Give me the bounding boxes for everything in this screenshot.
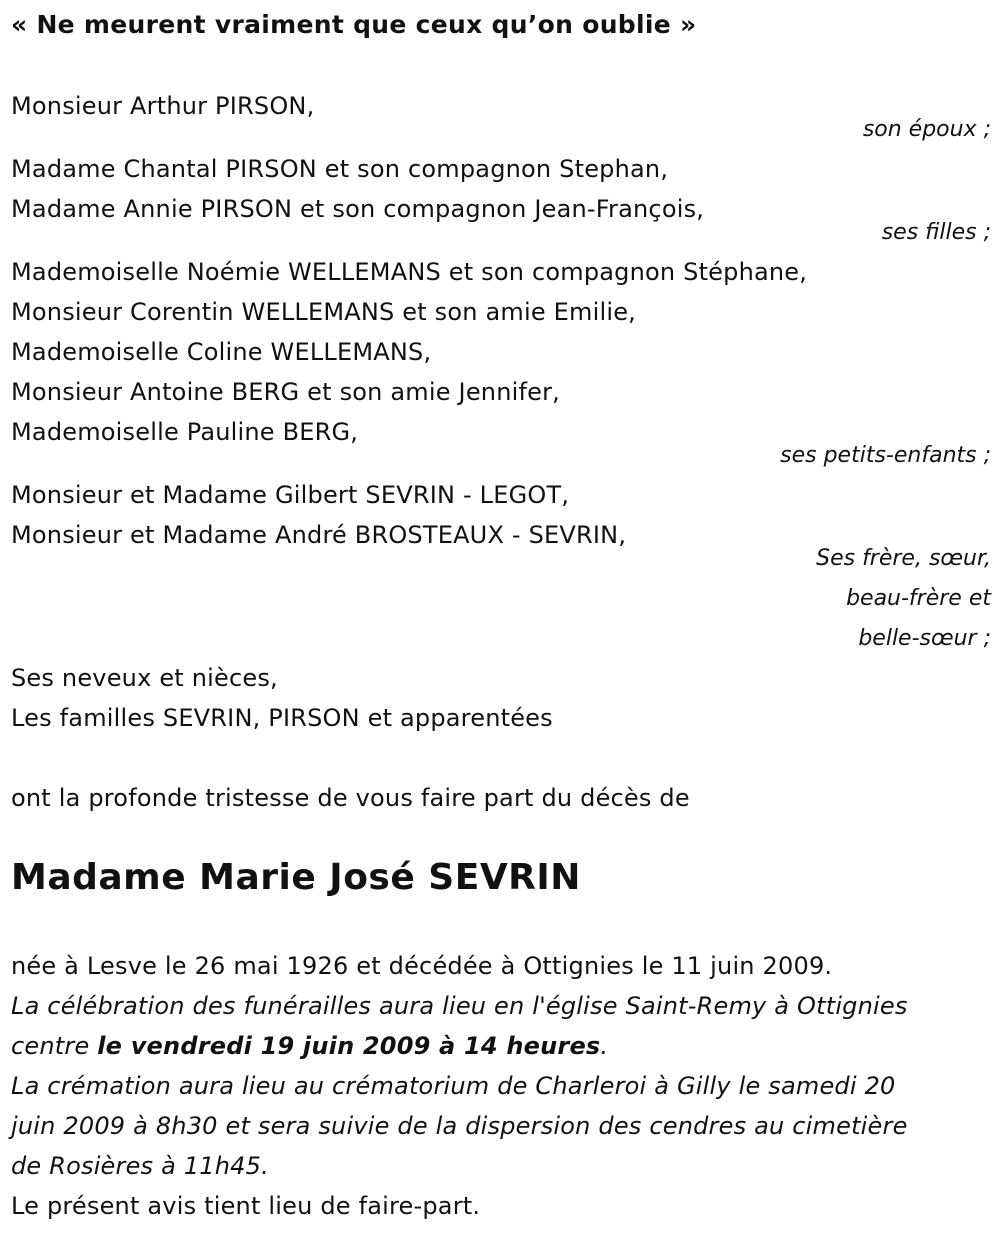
funeral-text-prefix: centre	[11, 1032, 98, 1060]
siblings-role: Ses frère, sœur,	[816, 546, 991, 571]
daughter-name: Madame Annie PIRSON et son compagnon Jean-François,	[11, 195, 705, 223]
sibling-name: Monsieur et Madame André BROSTEAUX - SEVRIN,	[11, 521, 627, 549]
relatives-line: Les familles SEVRIN, PIRSON et apparentées	[11, 704, 553, 732]
funeral-text: La célébration des funérailles aura lieu en l'église Saint-Remy à Ottignies	[11, 992, 908, 1020]
siblings-role: belle-sœur ;	[858, 626, 991, 651]
epigraph-quote: « Ne meurent vraiment que ceux qu’on oublie »	[11, 10, 697, 39]
cremation-text: La crémation aura lieu au crématorium de Charleroi à Gilly le samedi 20	[11, 1072, 896, 1100]
cremation-text: de Rosières à 11h45.	[11, 1152, 269, 1180]
birth-death-line: née à Lesve le 26 mai 1926 et décédée à Ottignies le 11 juin 2009.	[11, 952, 833, 980]
grandchild-name: Monsieur Antoine BERG et son amie Jennifer,	[11, 378, 560, 406]
funeral-date: le vendredi 19 juin 2009 à 14 heures	[97, 1032, 601, 1060]
funeral-text-suffix: .	[600, 1032, 609, 1060]
cremation-text: juin 2009 à 8h30 et sera suivie de la dispersion des cendres au cimetière	[11, 1112, 908, 1140]
spouse-role: son époux ;	[862, 117, 991, 142]
grandchild-name: Mademoiselle Noémie WELLEMANS et son compagnon Stéphane,	[11, 258, 808, 286]
grandchild-name: Monsieur Corentin WELLEMANS et son amie Emilie,	[11, 298, 636, 326]
relatives-line: Ses neveux et nièces,	[11, 664, 278, 692]
closing-note: Le présent avis tient lieu de faire-part.	[11, 1192, 481, 1220]
grandchild-name: Mademoiselle Pauline BERG,	[11, 418, 359, 446]
daughter-name: Madame Chantal PIRSON et son compagnon Stephan,	[11, 155, 669, 183]
funeral-text-continued	[11, 1031, 608, 1061]
sibling-name: Monsieur et Madame Gilbert SEVRIN - LEGOT,	[11, 481, 570, 509]
grandchildren-role: ses petits-enfants ;	[780, 443, 991, 468]
announcement-text: ont la profonde tristesse de vous faire part du décès de	[11, 784, 690, 812]
daughters-role: ses filles ;	[881, 220, 991, 245]
grandchild-name: Mademoiselle Coline WELLEMANS,	[11, 338, 432, 366]
siblings-role: beau-frère et	[846, 586, 991, 611]
deceased-name: Madame Marie José SEVRIN	[11, 857, 581, 898]
spouse-name: Monsieur Arthur PIRSON,	[11, 92, 315, 120]
